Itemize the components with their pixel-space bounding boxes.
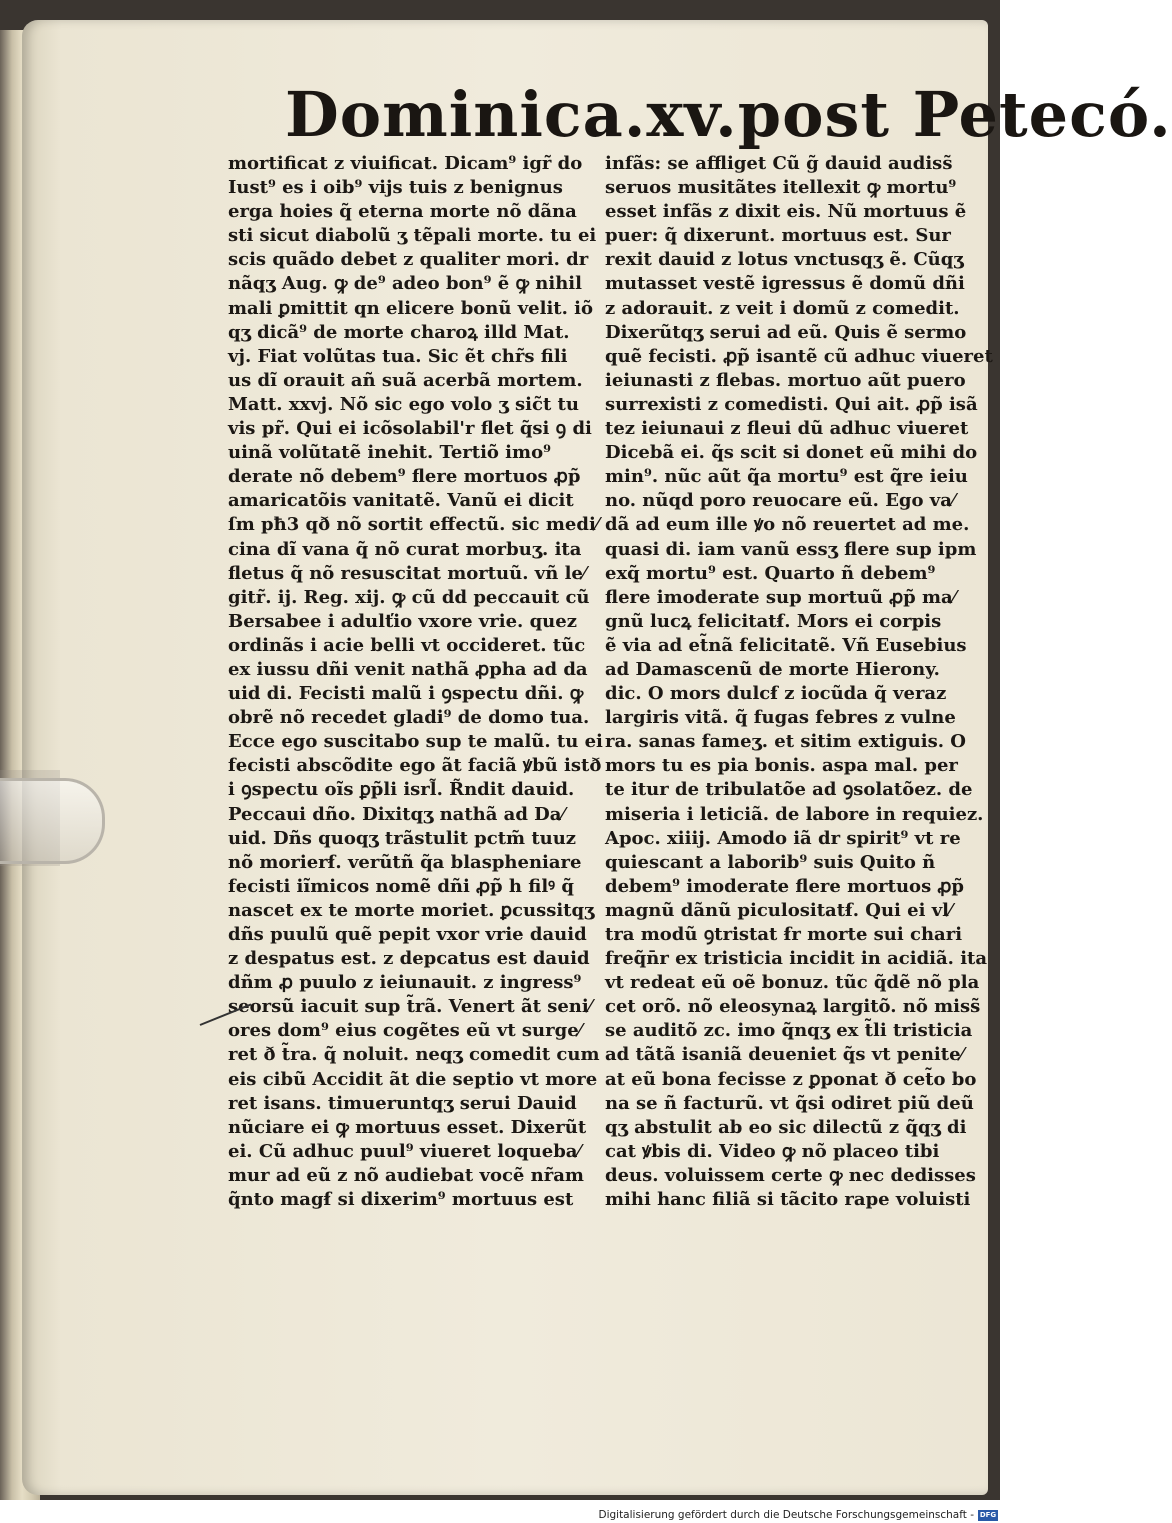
text-line: ſm pħ3 qð nõ sortit effectũ. sic medi⁄ <box>228 514 599 536</box>
text-line: cina dĩ vana q̃ nõ curat morbuʒ. ita <box>228 538 582 560</box>
text-line: nãqʒ Aug. ꝙ de⁹ adeo bon⁹ ẽ ꝙ nihil <box>228 273 582 295</box>
text-line: ad Damascenũ de morte Hierony. <box>605 658 940 680</box>
text-line: uid. Dñs quoqʒ trãstulit pctm̃ tuuz <box>228 827 577 849</box>
text-line: Bersabee i adulťio vxore vrie. quez <box>228 610 577 632</box>
text-line: dñs puulũ quẽ pepit vxor vrie dauid <box>228 924 587 945</box>
text-line: mutasset vestẽ igressus ẽ domũ dñi <box>605 273 965 295</box>
text-line: fecisti iĩmicos nomẽ dñi ꝓp̃ h filꝰ q̃ <box>228 875 574 897</box>
text-line: Iust⁹ es i oib⁹ vijs tuis z benignus <box>228 177 563 199</box>
text-line: us dĩ orauit añ suã acerbã mortem. <box>228 369 583 391</box>
page-clip <box>0 778 105 864</box>
text-line: mali ꝑmittit qn elicere bonũ velit. iõ <box>228 297 594 319</box>
text-line: debem⁹ imoderate flere mortuos ꝓp̃ <box>605 875 964 897</box>
text-line: nascet ex te morte moriet. ꝑcussitqʒ <box>228 899 595 921</box>
text-line: Ecce ego suscitabo sup te malũ. tu ei <box>228 731 603 753</box>
text-line: z adorauit. z veit i domũ z comedit. <box>605 297 960 319</box>
text-line: ret ð t̃ra. q̃ noluit. neqʒ comedit cum <box>228 1044 600 1066</box>
text-line: ra. sanas fameʒ. et sitim extiguis. O <box>605 731 966 753</box>
text-line: Dixerũtqʒ serui ad eũ. Quis ẽ sermo <box>605 321 967 343</box>
text-line: seorsũ iacuit sup t̃rã. Venert ãt seni⁄ <box>228 996 592 1018</box>
running-header: Dominica.xv.post Petecó. <box>285 78 1172 151</box>
text-line: no. nũqd poro reuocare eũ. Ego va⁄ <box>605 490 955 512</box>
text-line: at eũ bona fecisse z ꝑponat ð cet̃o bo <box>605 1068 977 1090</box>
text-line: esset infãs z dixit eis. Nũ mortuus ẽ <box>605 201 967 223</box>
text-line: mors tu es pia bonis. aspa mal. per <box>605 755 958 777</box>
text-line: freq̃n̄r ex tristicia incidit in acidiã. ita <box>605 948 988 970</box>
text-line: gnũ lucꝝ felicitatẜ. Mors ei corpis <box>605 610 942 632</box>
left-text-column <box>228 152 603 1212</box>
text-line: Matt. xxvj. Nõ sic ego volo ʒ sic̃t tu <box>228 393 579 415</box>
text-line: tra modũ ꝯtristat ẜr morte sui chari <box>605 924 963 945</box>
text-line: cet orõ. nõ eleosynaꝝ largitõ. nõ miss̃ <box>605 996 981 1018</box>
text-line: Dicebã ei. q̃s scit si donet eũ mihi do <box>605 442 978 464</box>
text-line: ores dom⁹ eius cogẽtes eũ vt surge⁄ <box>228 1020 582 1042</box>
text-line: uid di. Fecisti malũ i ꝯspectu dñi. ꝙ <box>228 683 584 705</box>
text-line: amaricatõis vanitatẽ. Vanũ ei dicit <box>228 490 574 512</box>
text-line: dñm ꝓ puulo z ieiunauit. z ingress⁹ <box>228 972 582 994</box>
text-line: ad tãtã isaniã deueniet q̃s vt penite⁄ <box>605 1044 964 1066</box>
text-line: quasi di. iam vanũ essʒ flere sup ipm <box>605 538 977 560</box>
text-line: nũciare ei ꝙ mortuus esset. Dixerũt <box>228 1116 587 1138</box>
text-line: cat ꝟbis di. Video ꝙ nõ placeo tibi <box>605 1140 940 1162</box>
text-line: uinã volũtatẽ inehit. Tertiõ imo⁹ <box>228 442 551 464</box>
text-line: dã ad eum ille ꝟo nõ reuertet ad me. <box>605 514 970 536</box>
text-line: flere imoderate sup mortuũ ꝓp̃ ma⁄ <box>605 586 956 608</box>
text-line: nõ morierẜ. verũtñ q̃a blaspheniare <box>228 851 582 873</box>
text-line: quẽ fecisti. ꝓp̃ isantẽ cũ adhuc viueret <box>605 345 993 367</box>
text-line: mortificat z viuificat. Dicam⁹ igr̃ do <box>228 153 583 174</box>
text-line: fecisti abscõdite ego ãt faciã ꝟbũ istð <box>228 755 602 777</box>
text-line: obrẽ nõ recedet gladi⁹ de domo tua. <box>228 707 590 729</box>
text-line: miseria i leticiã. de labore in requiez. <box>605 803 984 825</box>
text-line: ei. Cũ adhuc puul⁹ viueret loqueba⁄ <box>228 1140 581 1162</box>
text-line: derate nõ debem⁹ flere mortuos ꝓp̃ <box>228 466 581 488</box>
text-line: surrexisti z comedisti. Qui ait. ꝓp̃ isã <box>605 393 978 415</box>
text-line: seruos musitãtes itellexit ꝙ mortu⁹ <box>605 177 957 199</box>
text-line: quiescant a laborib⁹ suis Quito ñ <box>605 851 936 873</box>
text-line: tez ieiunaui z fleui dũ adhuc viueret <box>605 418 969 440</box>
text-line: mur ad eũ z nõ audiebat vocẽ nr̃am <box>228 1164 584 1186</box>
text-line: min⁹. nũc aũt q̃a mortu⁹ est q̃re ieiu <box>605 466 968 488</box>
text-line: deus. voluissem certe ꝙ nec dedisses <box>605 1164 976 1186</box>
text-line: vis pr̃. Qui ei icõsolabil'r flet q̃si ꝯ di <box>228 418 592 440</box>
right-text-column <box>605 152 993 1212</box>
text-line: magnũ dãnũ piculositatẜ. Qui ei vl⁄ <box>605 899 953 921</box>
text-line: scis quãdo debet z qualiter mori. dr <box>228 249 589 271</box>
text-line: z despatus est. z depcatus est dauid <box>228 948 590 970</box>
text-line: mihi hanc filiã si tãcito rape voluisti <box>605 1189 971 1211</box>
text-line: dic. O mors dulcẜ z iocũda q̃ veraz <box>605 683 947 705</box>
text-line: fletus q̃ nõ resuscitat mortuũ. vñ le⁄ <box>228 562 586 584</box>
text-line: qʒ dicã⁹ de morte charoꝝ illd Mat. <box>228 321 570 343</box>
text-line: eis cibũ Accidit ãt die septio vt more <box>228 1068 598 1090</box>
text-line: exq̃ mortu⁹ est. Quarto ñ debem⁹ <box>605 562 936 584</box>
text-line: te itur de tribulatõe ad ꝯsolatõez. de <box>605 779 973 801</box>
text-line: largiris vitã. q̃ fugas febres z vulne <box>605 707 956 729</box>
text-line: Peccaui dño. Dixitqʒ nathã ad Da⁄ <box>228 803 565 825</box>
text-line: puer: q̃ dixerunt. mortuus est. Sur <box>605 225 951 247</box>
credit-text: Digitalisierung gefördert durch die Deutsche Forschungsgemeinschaft - <box>598 1509 974 1521</box>
text-line: vj. Fiat volũtas tua. Sic ẽt chr̃s fili <box>228 345 568 367</box>
text-line: se auditõ zc. imo q̃nqʒ ex t̃li tristicia <box>605 1020 973 1042</box>
text-line: erga hoies q̃ eterna morte nõ dãna <box>228 201 577 223</box>
text-line: sti sicut diabolũ ʒ tẽpali morte. tu ei <box>228 225 597 247</box>
dfg-logo-icon: DFG <box>979 1510 997 1519</box>
text-line: infãs: se affliget Cũ g̃ dauid audiss̃ <box>605 153 953 174</box>
text-line: ordinãs i acie belli vt occideret. tũc <box>228 634 586 656</box>
text-line: ieiunasti z flebas. mortuo aũt puero <box>605 369 966 391</box>
text-line: ẽ via ad et̃nã felicitatẽ. Vñ Eusebius <box>605 634 967 656</box>
text-line: na se ñ facturũ. vt q̃si odiret piũ deũ <box>605 1092 974 1114</box>
text-line: ex iussu dñi venit nathã ꝓpha ad da <box>228 658 588 680</box>
text-line: rexit dauid z lotus vnctusqʒ ẽ. Cũqʒ <box>605 249 964 271</box>
text-line: gitr̃. ij. Reg. xij. ꝙ cũ dd peccauit cũ <box>228 586 590 608</box>
text-line: Apoc. xiiij. Amodo iã dr spirit⁹ vt re <box>605 827 961 849</box>
text-line: ret isans. timueruntqʒ serui Dauid <box>228 1092 577 1114</box>
digitization-credit <box>598 1507 1000 1523</box>
text-line: q̃nto magẜ si dixerim⁹ mortuus est <box>228 1189 574 1211</box>
text-line: vt redeat eũ oẽ bonuz. tũc q̃dẽ nõ pla <box>605 972 980 994</box>
text-line: qʒ abstulit ab eo sic dilectũ z q̃qʒ di <box>605 1116 967 1138</box>
text-line: i ꝯspectu oĩs ꝑp̃li isrl̃. R̃ndit dauid. <box>228 779 575 801</box>
